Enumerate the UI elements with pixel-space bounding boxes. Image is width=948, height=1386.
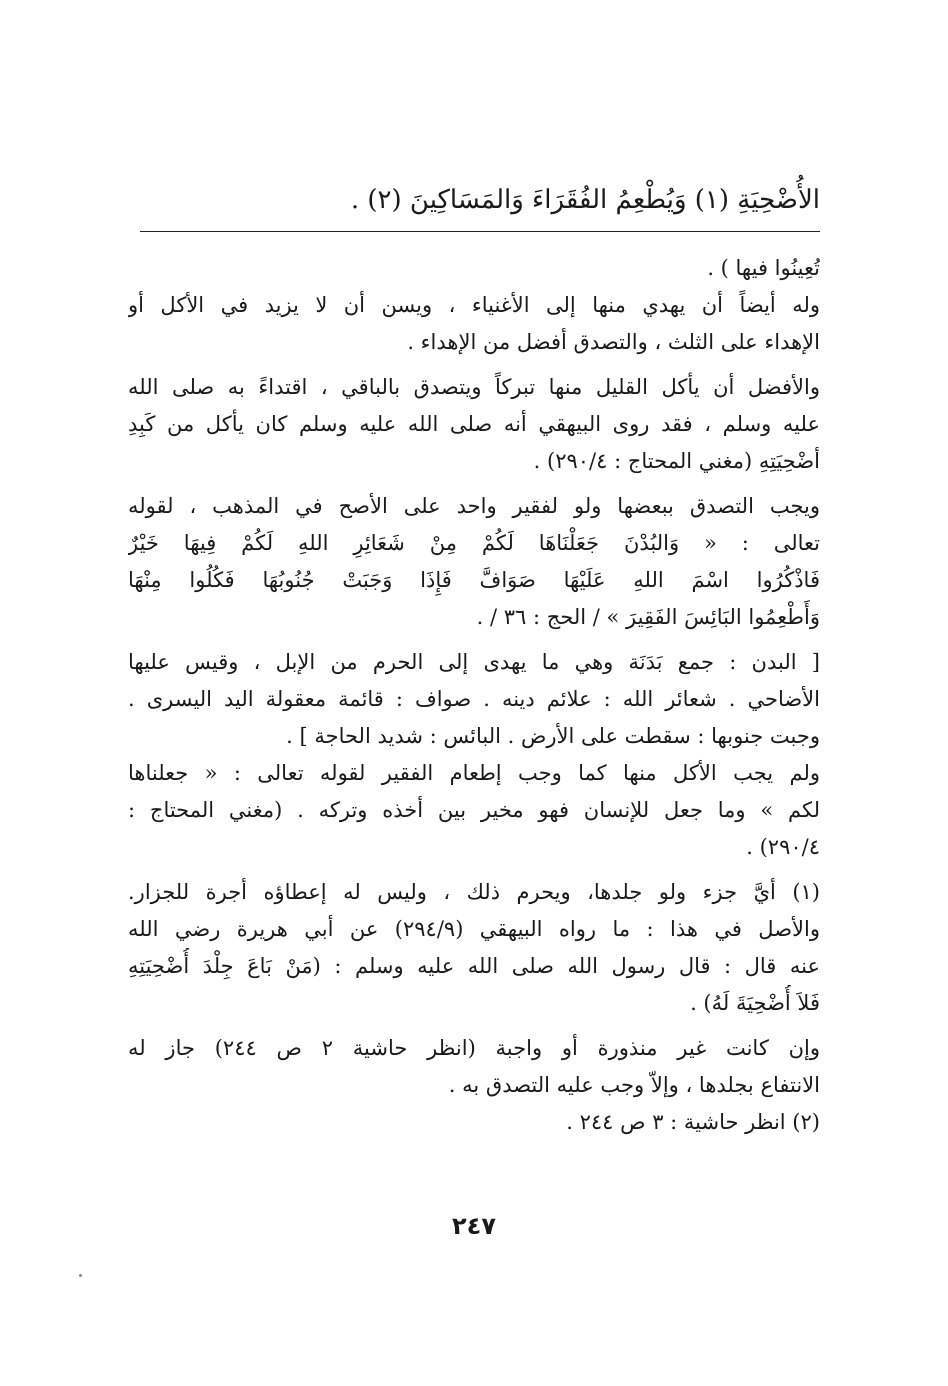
footnote-line: الانتفاع بجلدها ، وإلاّ وجب عليه التصدق به . [448,1073,820,1097]
text-line: ٢٩٠/٤) . [746,835,820,859]
page-number: ٢٤٧ [452,1212,496,1240]
main-text-block [128,250,820,1141]
quran-verse-line: تعالى : « وَالبُدْنَ جَعَلْنَاهَا لَكُمْ مِنْ شَعَائِرِ اللهِ لَكُمْ فِيهَا خَيْرٌ [128,531,820,555]
glossary-line: الأضاحي . شعائر الله : علائم دينه . صواف : قائمة معقولة اليد اليسرى . [128,687,820,711]
footnote-line: فَلاَ أُضْحِيَةَ لَهُ) . [690,991,820,1015]
text-line: أضْحِيَتِهِ (مغني المحتاج : ٢٩٠/٤) . [533,449,820,473]
footnote-line: (١) أيَّ جزء ولو جلدها، ويحرم ذلك ، وليس له إعطاؤه أجرة للجزار. [128,880,820,904]
footnote-line: عنه قال : قال رسول الله صلى الله عليه وسلم : (مَنْ بَاعَ جِلْدَ أُضْحِيَتِهِ [128,954,820,978]
footnote-line: وإن كانت غير منذورة أو واجبة (انظر حاشية ٢ ص ٢٤٤) جاز له [128,1036,820,1060]
quran-verse-line: وَأَطْعِمُوا البَائِسَ الفَقِيرَ » / الحج : ٣٦ / . [476,605,820,629]
text-line: الإهداء على الثلث ، والتصدق أفضل من الإهداء . [407,330,820,354]
section-divider [140,231,820,232]
scan-speck [79,1274,82,1277]
text-line: تُعِينُوا فيها ) . [707,256,820,280]
text-line: وله أيضاً أن يهدي منها إلى الأغنياء ، ويسن أن لا يزيد في الأكل أو [128,293,820,317]
text-line: ويجب التصدق ببعضها ولو لفقير واحد على الأصح في المذهب ، لقوله [128,494,820,518]
text-line: ولم يجب الأكل منها كما وجب إطعام الفقير لقوله تعالى : « جعلناها [128,761,820,785]
text-line: عليه وسلم ، فقد روى البيهقي أنه صلى الله عليه وسلم كان يأكل من كَبِدِ [128,412,820,436]
header-line: الأُضْحِيَةِ (١) وَيُطْعِمُ الفُقَرَاءَ وَالمَسَاكِينَ (٢) . [350,185,820,215]
text-line: والأفضل أن يأكل القليل منها تبركاً ويتصدق بالباقي ، اقتداءً به صلى الله [128,375,820,399]
glossary-line: وجبت جنوبها : سقطت على الأرض . البائس : شديد الحاجة ] . [286,724,820,748]
glossary-line: [ البدن : جمع بَدَنَة وهي ما يهدى إلى الحرم من الإبل ، وقيس عليها [128,650,820,674]
footnote-line: (٢) انظر حاشية : ٣ ص ٢٤٤ . [566,1110,820,1134]
footnote-line: والأصل في هذا : ما رواه البيهقي (٢٩٤/٩) عن أبي هريرة رضي الله [128,917,820,941]
text-line: لكم » وما جعل للإنسان فهو مخير بين أخذه وتركه . (مغني المحتاج : [128,798,820,822]
quran-verse-line: فَاذْكُرُوا اسْمَ اللهِ عَلَيْهَا صَوَافَّ فَإِذَا وَجَبَتْ جُنُوبُهَا فَكُلُوا مِنْهَا [128,568,820,592]
